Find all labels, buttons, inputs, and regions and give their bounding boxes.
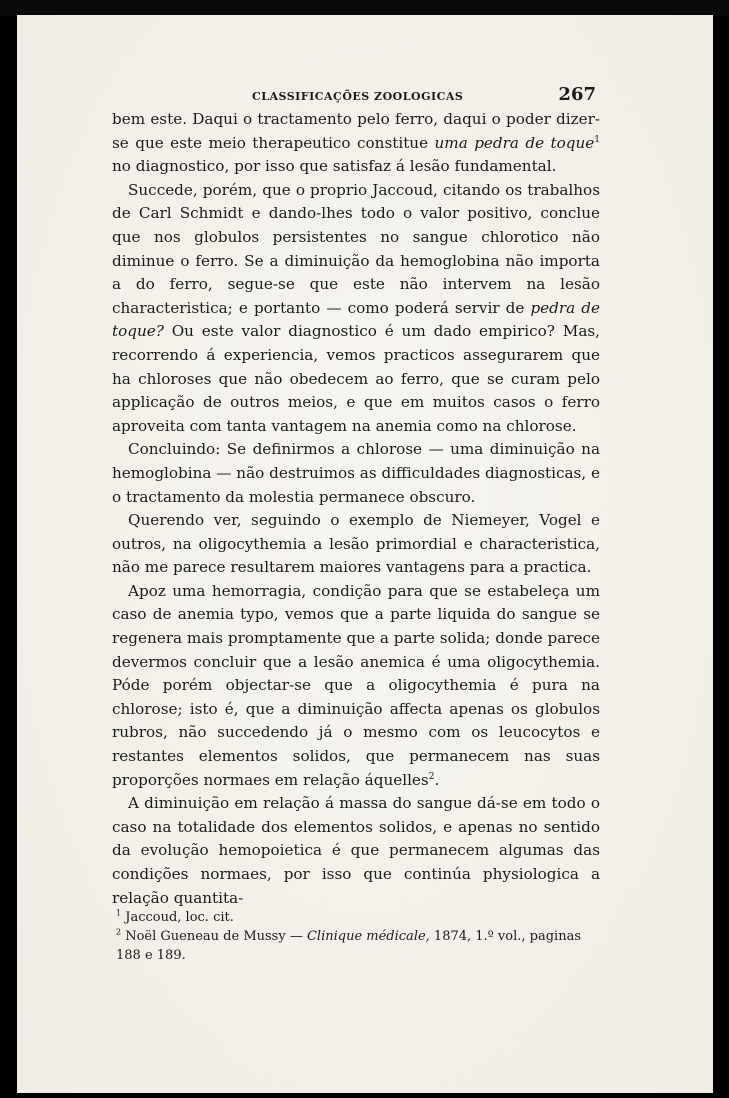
paragraph	[112, 108, 600, 179]
italic-text: pedra de toque?	[112, 298, 600, 341]
scan-border-top	[0, 0, 729, 16]
paragraph	[112, 438, 600, 509]
running-title: CLASSIFICAÇÕES ZOOLOGICAS	[252, 90, 464, 103]
text-run: Succede, porém, que o proprio Jaccoud, citando os trabalhos de Carl Schmidt e dando-lhes todo o valor positivo, conclue que nos globulos persistentes no sangue chlorotico não diminue o ferro. Se a diminuição da hemoglobina não importa a do ferro, segue-se que este não intervem na lesão characteristica; e portanto — como poderá servir de	[112, 180, 600, 317]
paragraph	[112, 792, 600, 910]
italic-text: uma pedra de toque	[434, 133, 595, 152]
italic-text: Clinique médicale,	[306, 929, 430, 944]
page-header	[112, 78, 600, 108]
text-run: Querendo ver, seguindo o exemplo de Niemeyer, Vogel e outros, na oligocythemia a lesão primordial e characteristica, não me parece resultarem maiores vantagens para a practica.	[112, 511, 600, 577]
footnote-ref: 2	[116, 927, 122, 937]
footnote	[116, 908, 598, 927]
text-run: 1874, 1.º vol., paginas 188 e 189.	[116, 929, 581, 963]
footnote-ref: 1	[116, 908, 122, 918]
footnotes	[116, 908, 598, 965]
page-content	[112, 78, 600, 910]
footnote-ref: 2	[428, 771, 435, 782]
paragraph	[112, 179, 600, 439]
text-run: bem este. Daqui o tractamento pelo ferro, daqui o poder dizer-se que este meio therapeutico constitue	[112, 110, 600, 152]
text-run: Concluindo: Se definirmos a chlorose — uma diminuição na hemoglobina — não destruimos as difficuldades diagnosticas, e o tractamento da molestia permanece obscuro.	[112, 440, 600, 506]
text-run: no diagnostico, por isso que satisfaz á lesão fundamental.	[112, 157, 557, 176]
paragraph	[112, 580, 600, 792]
text-run: .	[434, 770, 440, 789]
text-run: Jaccoud, loc. cit.	[121, 910, 234, 925]
text-run: Ou este valor diagnostico é um dado empirico? Mas, recorrendo á experiencia, vemos practicos assegurarem que ha chloroses que não obedecem ao ferro, que se curam pelo applicação de outros meios, e que em muitos casos o ferro aproveita com tanta vantagem na anemia como na chlorose.	[112, 322, 600, 435]
text-run: Apoz uma hemorragia, condição para que se estabeleça um caso de anemia typo, vemos que a parte liquida do sangue se regenera mais promptamente que a parte solida; donde parece devermos concluir que a lesão anemica é uma oligocythemia. Póde porém objectar-se que a oligocythemia é pura na chlorose; isto é, que a diminuição affecta apenas os globulos rubros, não succedendo já o mesmo com os leucocytos e restantes elementos solidos, que permanecem nas suas proporções normaes em relação áquelles	[112, 581, 600, 789]
footnote-ref: 1	[594, 134, 600, 145]
page-number: 267	[558, 84, 596, 105]
text-run: A diminuição em relação á massa do sangue dá-se em todo o caso na totalidade dos elementos solidos, e apenas no sentido da evolução hemopoietica é que permanecem algumas das condições normaes, por isso que continúa physiologica a relação quantita-	[112, 794, 600, 907]
body-text	[112, 108, 600, 910]
text-run: Noël Gueneau de Mussy —	[121, 929, 307, 944]
paragraph	[112, 509, 600, 580]
footnote	[116, 927, 598, 965]
